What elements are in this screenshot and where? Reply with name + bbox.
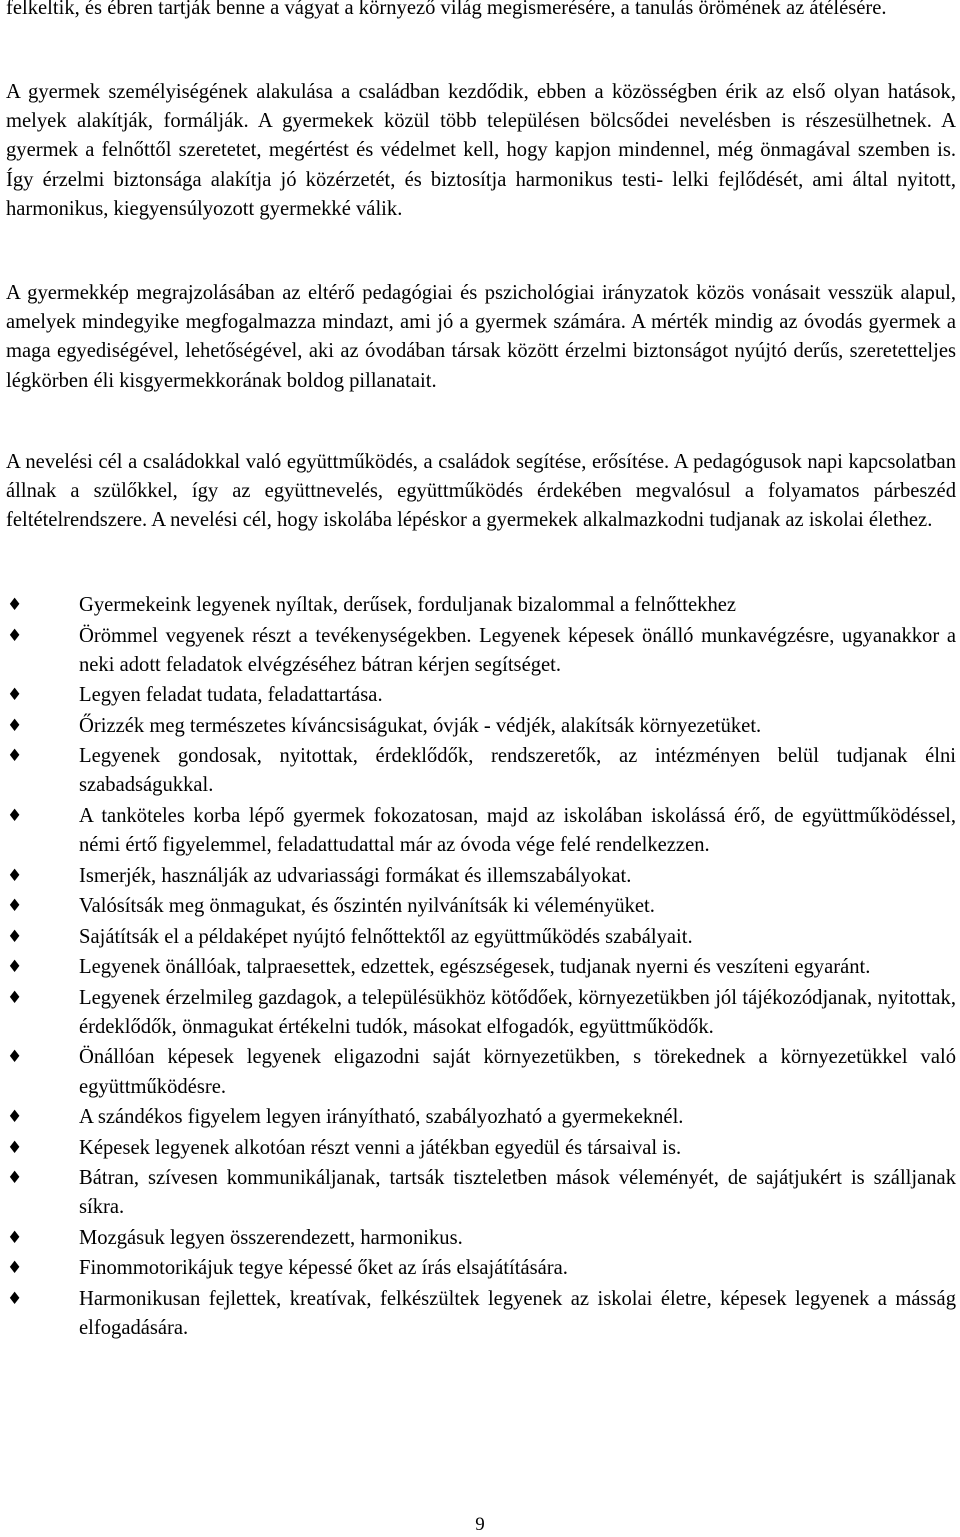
list-item xyxy=(6,1254,956,1283)
paragraph-child-image: A gyermekkép megrajzolásában az eltérő pedagógiai és pszichológiai irányzatok közös vonásait vesszük alapul, amelyek mindegyike megfogalmazza mindazt, ami jó a gyermek számára. A mérték mindig az óvodás gyermek a maga egyediségével, lehetőségével, aki az óvodában társak között érzelmi biztonságot nyújtó derűs, szeretetteljes légkörben éli kisgyermekkorának boldog pillanatait. xyxy=(6,282,956,392)
diamond-bullet-icon: ♦ xyxy=(7,746,23,767)
diamond-bullet-icon: ♦ xyxy=(7,715,23,736)
list-item-text: Őrizzék meg természetes kíváncsiságukat, óvják - védjék, alakítsák környezetüket. xyxy=(79,714,762,737)
list-item-text: Legyen feladat tudata, feladattartása. xyxy=(79,684,383,707)
diamond-bullet-icon: ♦ xyxy=(7,865,23,886)
list-item xyxy=(6,1043,956,1101)
list-item-text: Sajátítsák el a példaképet nyújtó felnőttektől az együttműködés szabályait. xyxy=(79,925,693,948)
diamond-bullet-icon: ♦ xyxy=(7,1168,23,1189)
goals-bullet-list xyxy=(6,591,956,1344)
diamond-bullet-icon: ♦ xyxy=(7,1047,23,1068)
diamond-bullet-icon: ♦ xyxy=(7,595,23,615)
list-item xyxy=(6,862,956,891)
list-item xyxy=(6,892,956,921)
list-item xyxy=(6,591,956,620)
list-item xyxy=(6,1224,956,1253)
diamond-bullet-icon: ♦ xyxy=(7,625,23,646)
list-item-text: Harmonikusan fejlettek, kreatívak, felkészültek legyenek az iskolai életre, képesek legyenek a másság elfogadására. xyxy=(79,1287,956,1339)
paragraph-educational-goal: A nevelési cél a családokkal való együttműködés, a családok segítése, erősítése. A pedagógusok napi kapcsolatban állnak a szülőkkel, így az együttnevelés, együttműködés érdekében megvalósul a folyamatos párbeszéd feltételrendszere. A nevelési cél, hogy iskolába lépéskor a gyermekek alkalmazkodni tudjanak az iskolai élethez. xyxy=(6,451,956,532)
list-item xyxy=(6,622,956,680)
list-item-text: Legyenek érzelmileg gazdagok, a településükhöz kötődőek, környezetükben jól tájékozódjanak, nyitottak, érdeklődők, önmagukat értékelni tudók, másokat elfogadók, együttműködők. xyxy=(79,986,956,1038)
list-item xyxy=(6,802,956,860)
list-item xyxy=(6,1285,956,1343)
list-item-text: Legyenek gondosak, nyitottak, érdeklődők, rendszeretők, az intézményen belül tudjanak élni szabadságukkal. xyxy=(79,745,956,797)
diamond-bullet-icon: ♦ xyxy=(7,805,23,826)
diamond-bullet-icon: ♦ xyxy=(7,987,23,1008)
diamond-bullet-icon: ♦ xyxy=(7,685,23,706)
diamond-bullet-icon: ♦ xyxy=(7,896,23,917)
list-item-text: Bátran, szívesen kommunikáljanak, tartsák tiszteletben mások véleményét, de sajátjukért is szálljanak síkra. xyxy=(79,1167,956,1219)
diamond-bullet-icon: ♦ xyxy=(7,926,23,947)
paragraph-family-development: A gyermek személyiségének alakulása a családban kezdődik, ebben a közösségben érik az első olyan hatások, melyek alakítják, formálják. A gyermekek közül több településen bölcsődei nevelésben is részesülhetnek. A gyermek a felnőttől szeretetet, megértést és védelmet kell, hogy kapjon mindennel, még önmagával szemben is. Így érzelmi biztonsága alakítja jó közérzetét, és biztosítja harmonikus testi- lelki fejlődését, ami által nyitott, harmonikus, kiegyensúlyozott gyermekké válik. xyxy=(6,81,956,220)
page-number: 9 xyxy=(475,1514,485,1535)
list-item-text: Önállóan képesek legyenek eligazodni saját környezetükben, s törekednek a környezetükkel való együttműködésre. xyxy=(79,1046,956,1098)
list-item-text: Valósítsák meg önmagukat, és őszintén nyilvánítsák ki véleményüket. xyxy=(79,895,655,918)
list-item xyxy=(6,742,956,800)
diamond-bullet-icon: ♦ xyxy=(7,1288,23,1309)
list-item-text: Finommotorikájuk tegye képessé őket az írás elsajátítására. xyxy=(79,1257,568,1280)
list-item xyxy=(6,953,956,982)
list-item xyxy=(6,1164,956,1222)
list-item xyxy=(6,1134,956,1163)
list-item-text: Képesek legyenek alkotóan részt venni a játékban egyedül és társaival is. xyxy=(79,1136,682,1159)
diamond-bullet-icon: ♦ xyxy=(7,1137,23,1158)
list-item xyxy=(6,681,956,710)
list-item-text: Gyermekeink legyenek nyíltak, derűsek, forduljanak bizalommal a felnőttekhez xyxy=(79,594,737,616)
list-item-text: A szándékos figyelem legyen irányítható, szabályozható a gyermekeknél. xyxy=(79,1106,684,1129)
list-item xyxy=(6,923,956,952)
list-item-text: Legyenek önállóak, talpraesettek, edzettek, egészségesek, tudjanak nyerni és veszíteni egyaránt. xyxy=(79,956,871,979)
diamond-bullet-icon: ♦ xyxy=(7,1227,23,1248)
list-item-text: Mozgásuk legyen összerendezett, harmonikus. xyxy=(79,1226,463,1249)
list-item-text: A tanköteles korba lépő gyermek fokozatosan, majd az iskolában iskolássá érő, de együttműködéssel, némi értő figyelemmel, feladattudattal már az óvoda vége felé rendelkezzen. xyxy=(79,804,956,857)
list-item xyxy=(6,1103,956,1132)
list-item-text: Ismerjék, használják az udvariassági formákat és illemszabályokat. xyxy=(79,864,632,887)
list-item-text: Örömmel vegyenek részt a tevékenységekben. Legyenek képesek önálló munkavégzésre, ugyanakkor a neki adott feladatok elvégzéséhez bátran kérjen segítséget. xyxy=(79,624,956,676)
list-item xyxy=(6,984,956,1042)
paragraph-intro-continuation: felkeltik, és ébren tartják benne a vágyat a környező világ megismerésére, a tanulás örömének az átélésére. xyxy=(6,0,887,19)
diamond-bullet-icon: ♦ xyxy=(7,1107,23,1128)
list-item xyxy=(6,712,956,741)
diamond-bullet-icon: ♦ xyxy=(7,1258,23,1279)
diamond-bullet-icon: ♦ xyxy=(7,957,23,978)
